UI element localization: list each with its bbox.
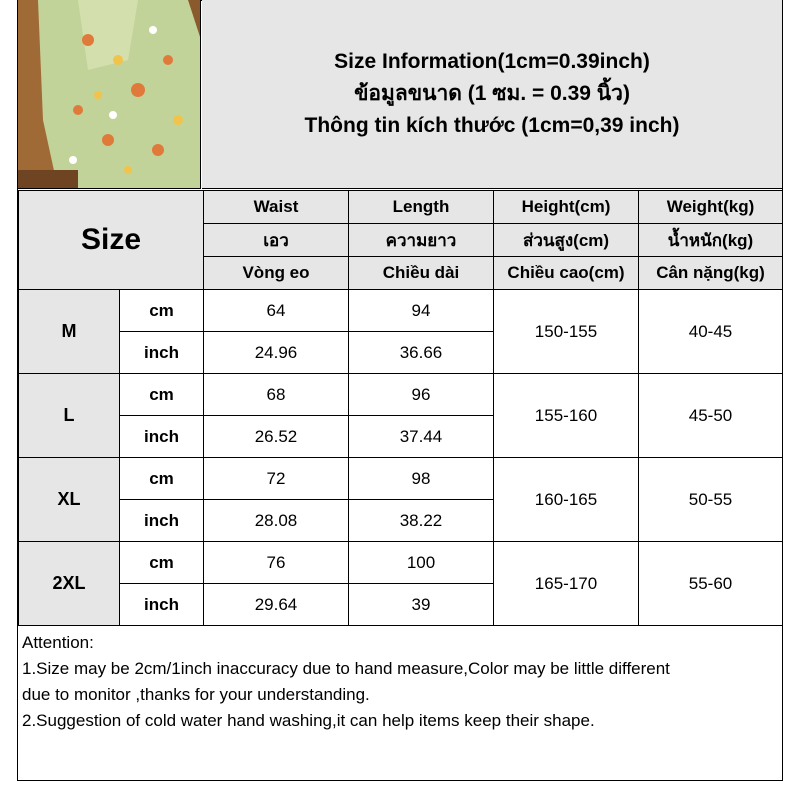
- attention-line-2: due to monitor ,thanks for your understanding.: [22, 685, 370, 704]
- col-height-en: Height(cm): [494, 191, 639, 224]
- size-name: L: [19, 374, 120, 458]
- product-photo: [18, 0, 201, 189]
- attention-notes: [18, 628, 782, 780]
- attention-line-1: 1.Size may be 2cm/1inch inaccuracy due to hand measure,Color may be little different: [22, 659, 670, 678]
- col-waist-en: Waist: [204, 191, 349, 224]
- col-length-en: Length: [349, 191, 494, 224]
- waist-value: 26.52: [204, 416, 349, 458]
- size-column-header: Size: [19, 191, 204, 290]
- col-weight-th: น้ำหนัก(kg): [639, 224, 783, 257]
- length-value: 38.22: [349, 500, 494, 542]
- size-name: M: [19, 290, 120, 374]
- weight-value: 50-55: [639, 458, 783, 542]
- col-height-th: ส่วนสูง(cm): [494, 224, 639, 257]
- length-value: 98: [349, 458, 494, 500]
- col-weight-en: Weight(kg): [639, 191, 783, 224]
- height-value: 155-160: [494, 374, 639, 458]
- height-value: 165-170: [494, 542, 639, 626]
- unit-label: cm: [120, 458, 204, 500]
- waist-value: 72: [204, 458, 349, 500]
- unit-label: cm: [120, 374, 204, 416]
- weight-value: 45-50: [639, 374, 783, 458]
- height-value: 150-155: [494, 290, 639, 374]
- unit-label: inch: [120, 500, 204, 542]
- col-waist-vi: Vòng eo: [204, 257, 349, 290]
- length-value: 100: [349, 542, 494, 584]
- header-title-en: Size Information(1cm=0.39inch): [334, 50, 650, 73]
- size-name: 2XL: [19, 542, 120, 626]
- length-value: 39: [349, 584, 494, 626]
- attention-title: Attention:: [22, 633, 94, 652]
- waist-value: 28.08: [204, 500, 349, 542]
- size-name: XL: [19, 458, 120, 542]
- pajama-pants-image: [18, 0, 201, 189]
- waist-value: 76: [204, 542, 349, 584]
- unit-label: inch: [120, 416, 204, 458]
- waist-value: 24.96: [204, 332, 349, 374]
- col-length-vi: Chiều dài: [349, 257, 494, 290]
- length-value: 37.44: [349, 416, 494, 458]
- attention-line-3: 2.Suggestion of cold water hand washing,it can help items keep their shape.: [22, 711, 595, 730]
- unit-label: inch: [120, 584, 204, 626]
- length-value: 96: [349, 374, 494, 416]
- header-title-vi: Thông tin kích thước (1cm=0,39 inch): [304, 114, 680, 137]
- unit-label: cm: [120, 290, 204, 332]
- unit-label: inch: [120, 332, 204, 374]
- col-length-th: ความยาว: [349, 224, 494, 257]
- size-information-header: [202, 0, 782, 189]
- weight-value: 40-45: [639, 290, 783, 374]
- length-value: 94: [349, 290, 494, 332]
- weight-value: 55-60: [639, 542, 783, 626]
- height-value: 160-165: [494, 458, 639, 542]
- col-height-vi: Chiều cao(cm): [494, 257, 639, 290]
- length-value: 36.66: [349, 332, 494, 374]
- waist-value: 29.64: [204, 584, 349, 626]
- header-title-th: ข้อมูลขนาด (1 ซม. = 0.39 นิ้ว): [354, 82, 630, 105]
- waist-value: 68: [204, 374, 349, 416]
- unit-label: cm: [120, 542, 204, 584]
- col-weight-vi: Cân nặng(kg): [639, 257, 783, 290]
- size-table: [18, 190, 783, 626]
- col-waist-th: เอว: [204, 224, 349, 257]
- waist-value: 64: [204, 290, 349, 332]
